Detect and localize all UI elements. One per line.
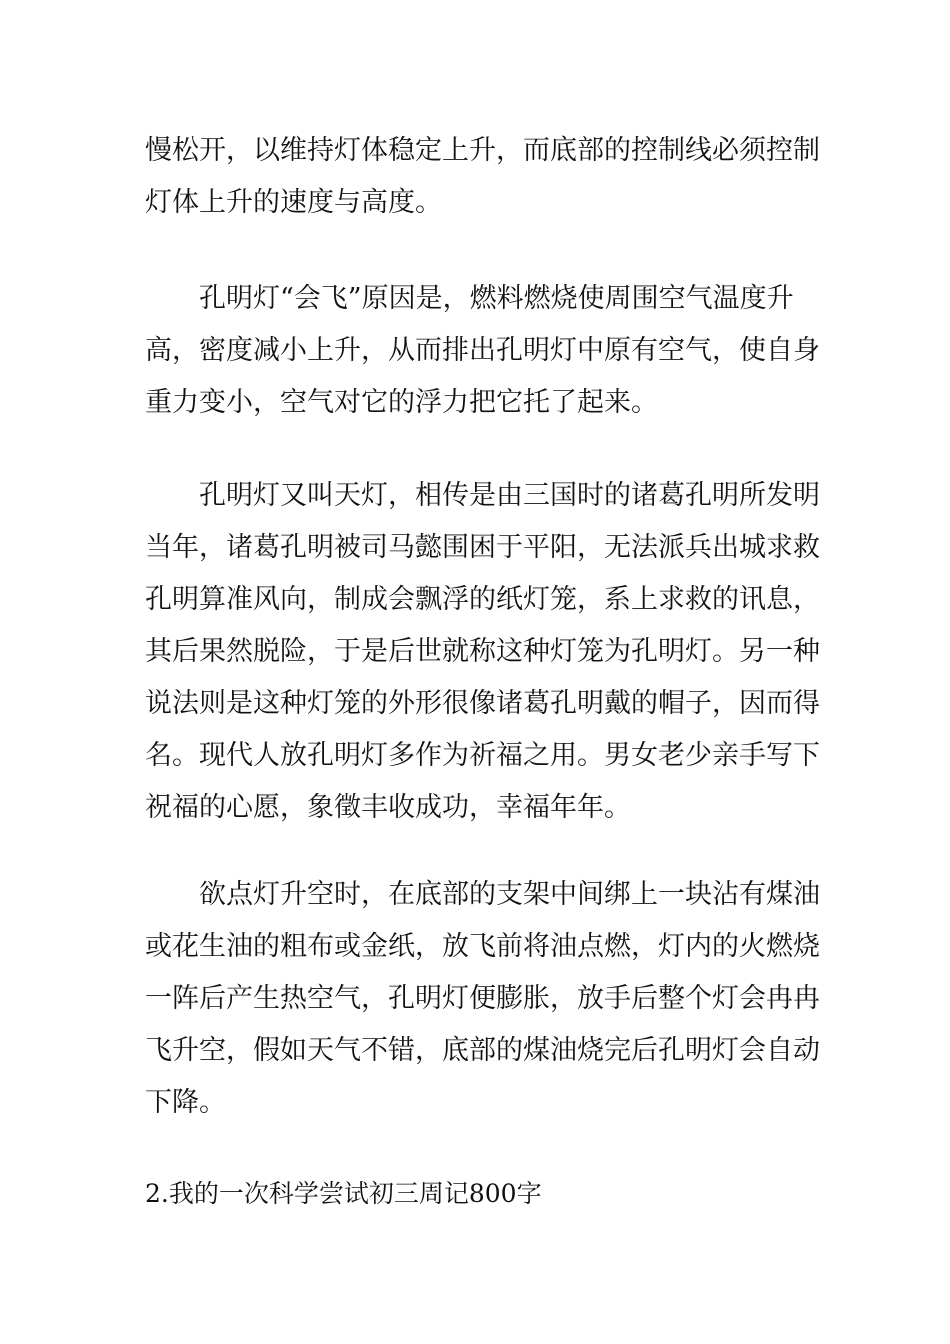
section-heading: 2.我的一次科学尝试初三周记800字 [145,1179,542,1208]
paragraph-why-it-flies [145,273,820,429]
text-line: 重力变小，空气对它的浮力把它托了起来。 [145,387,658,418]
text-line: 其后果然脱险，于是后世就称这种灯笼为孔明灯。另一种 [145,636,820,667]
text-line: 灯体上升的速度与高度。 [145,187,442,218]
text-line: 当年，诸葛孔明被司马懿围困于平阳，无法派兵出城求救 [145,532,820,563]
paragraph-origin [145,470,820,834]
text-line: 名。现代人放孔明灯多作为祈福之用。男女老少亲手写下 [145,740,820,771]
paragraph-control-line [145,125,820,229]
text-line: 孔明灯“会飞”原因是，燃料燃烧使周围空气温度升 [145,283,794,314]
text-line: 高，密度减小上升，从而排出孔明灯中原有空气，使自身 [145,335,820,366]
text-line: 飞升空，假如天气不错，底部的煤油烧完后孔明灯会自动 [145,1035,820,1066]
text-line: 一阵后产生热空气，孔明灯便膨胀，放手后整个灯会冉冉 [145,983,820,1014]
text-line: 下降。 [145,1087,226,1118]
text-line: 孔明算准风向，制成会飘浮的纸灯笼，系上求救的讯息， [145,584,820,615]
text-line: 或花生油的粗布或金纸，放飞前将油点燃，灯内的火燃烧 [145,931,820,962]
text-line: 祝福的心愿，象徵丰收成功，幸福年年。 [145,792,631,823]
text-line: 说法则是这种灯笼的外形很像诸葛孔明戴的帽子，因而得 [145,688,820,719]
text-line: 孔明灯又叫天灯，相传是由三国时的诸葛孔明所发明 [145,480,820,511]
text-line: 慢松开，以维持灯体稳定上升，而底部的控制线必须控制 [145,135,820,166]
text-line: 欲点灯升空时，在底部的支架中间绑上一块沾有煤油 [145,879,820,910]
paragraph-launching [145,869,820,1129]
